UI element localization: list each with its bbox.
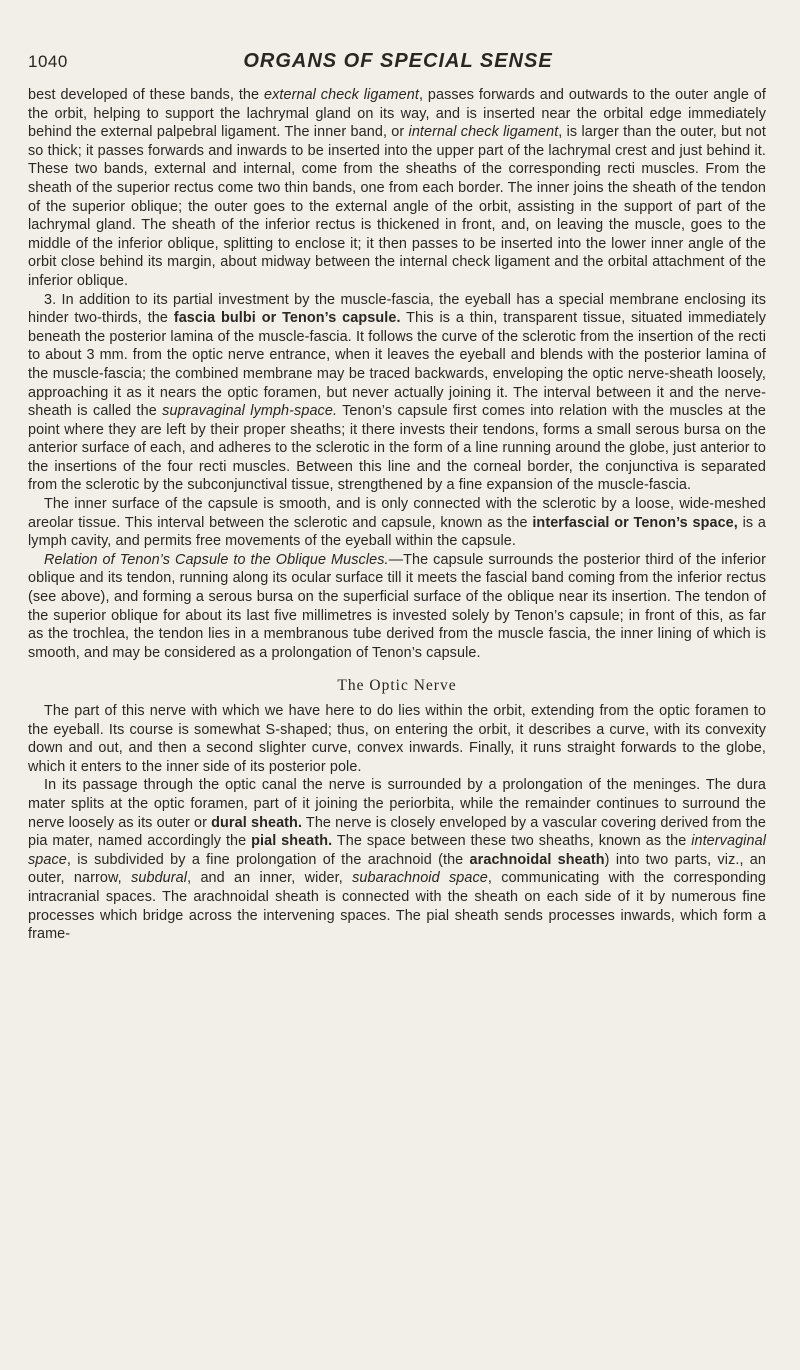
body-text	[28, 86, 766, 944]
s-shape-glyph: S	[265, 721, 276, 738]
paragraph-tenons-capsule: 3. In addition to its partial investment by the muscle-fascia, the eyeball has a special membrane enclosing its hinder two-thirds, the fascia bulbi or Tenon’s capsule. This is a thin, transparent tissue, situated immediately beneath the posterior lamina of the muscle-fascia. It follows the curve of the sclerotic from the insertion of the recti to about 3 mm. from the optic nerve entrance, when it leaves the eyeball and blends with the posterior lamina of the muscle-fascia; the combined membrane may be traced backwards, enveloping the optic nerve-sheath loosely, approaching it as it nears the optic foramen, but never actually joining it. The interval between it and the nerve-sheath is called the supravaginal lymph-space. Tenon’s capsule first comes into relation with the muscles at the point where they are left by their proper sheaths; it there invests their tendons, forms a small serous bursa on the anterior surface of each, and adheres to the sclerotic in the form of a line running around the globe, just anterior to the insertions of the four recti muscles. Between this line and the corneal border, the conjunctiva is separated from the sclerotic by the subconjunctival tissue, strengthened by a fine expansion of the muscle-fascia.	[28, 291, 766, 494]
paragraph-check-ligaments: best developed of these bands, the external check ligament, passes forwards and outwards to the outer angle of the orbit, helping to support the lachrymal gland on its way, and is inserted near the orbital edge immediately behind the external palpebral ligament. The inner band, or internal check ligament, is larger than the outer, but not so thick; it passes forwards and inwards to be inserted into the upper part of the lachrymal crest and just behind it. These two bands, external and internal, come from the sheaths of the corresponding recti muscles. From the sheath of the superior rectus come two thin bands, one from each border. The inner joins the sheath of the tendon of the superior oblique; the outer goes to the external angle of the orbit, assisting in the support of part of the lachrymal gland. The sheath of the inferior rectus is thickened in front, and, on leaving the muscle, goes to the middle of the inferior oblique, splitting to enclose it; it then passes to be inserted into the lower inner angle of the orbit close behind its margin, about midway between the internal check ligament and the orbital attachment of the inferior oblique.	[28, 87, 766, 289]
paragraph-optic-sheaths: In its passage through the optic canal the nerve is surrounded by a prolongation of the meninges. The dura mater splits at the optic foramen, part of it joining the periorbita, while the remainder continues to surround the nerve loosely as its outer or dural sheath. The nerve is closely enveloped by a vascular covering derived from the pia mater, named accordingly the pial sheath. The space between these two sheaths, known as the intervaginal space, is subdivided by a fine prolongation of the arachnoid (the arachnoidal sheath) into two parts, viz., an outer, narrow, subdural, and an inner, wider, subarachnoid space, communicating with the corresponding intracranial spaces. The arachnoidal sheath is connected with the sheath on each side of it by numerous fine processes which bridge across the intervening spaces. The pial sheath sends processes inwards, which form a frame-	[28, 777, 767, 943]
page-header	[28, 52, 768, 82]
running-title: ORGANS OF SPECIAL SENSE	[243, 50, 553, 72]
section-heading: The Optic Nerve	[337, 677, 457, 695]
paragraph-oblique-relation: Relation of Tenon’s Capsule to the Oblique Muscles.—The capsule surrounds the posterior third of the inferior oblique and its tendon, running along its ocular surface till it meets the fascial band coming from the inferior rectus (see above), and forming a serous bursa on the superficial surface of the oblique near its insertion. The tendon of the superior oblique for about its last five millimetres is invested solely by Tenon’s capsule; in front of this, as far as the trochlea, the tendon lies in a membranous tube derived from the muscle fascia, the inner lining of which is smooth, and may be considered as a prolongation of Tenon’s capsule.	[28, 551, 766, 661]
paragraph-inner-surface: The inner surface of the capsule is smooth, and is only connected with the sclerotic by a loose, wide-meshed areolar tissue. This interval between the sclerotic and capsule, known as the interfascial or Tenon’s space, is a lymph cavity, and permits free movements of the eyeball within the capsule.	[28, 496, 766, 550]
paragraph-optic-course: The part of this nerve with which we have here to do lies within the orbit, extending from the optic foramen to the eyeball. Its course is somewhat S-shaped; thus, on entering the orbit, it describes a curve, with its convexity down and out, and then a second slighter curve, convex inwards. Finally, it runs straight forwards to the globe, which it enters to the inner side of its posterior pole.	[28, 703, 766, 775]
page-number: 1040	[28, 52, 68, 71]
